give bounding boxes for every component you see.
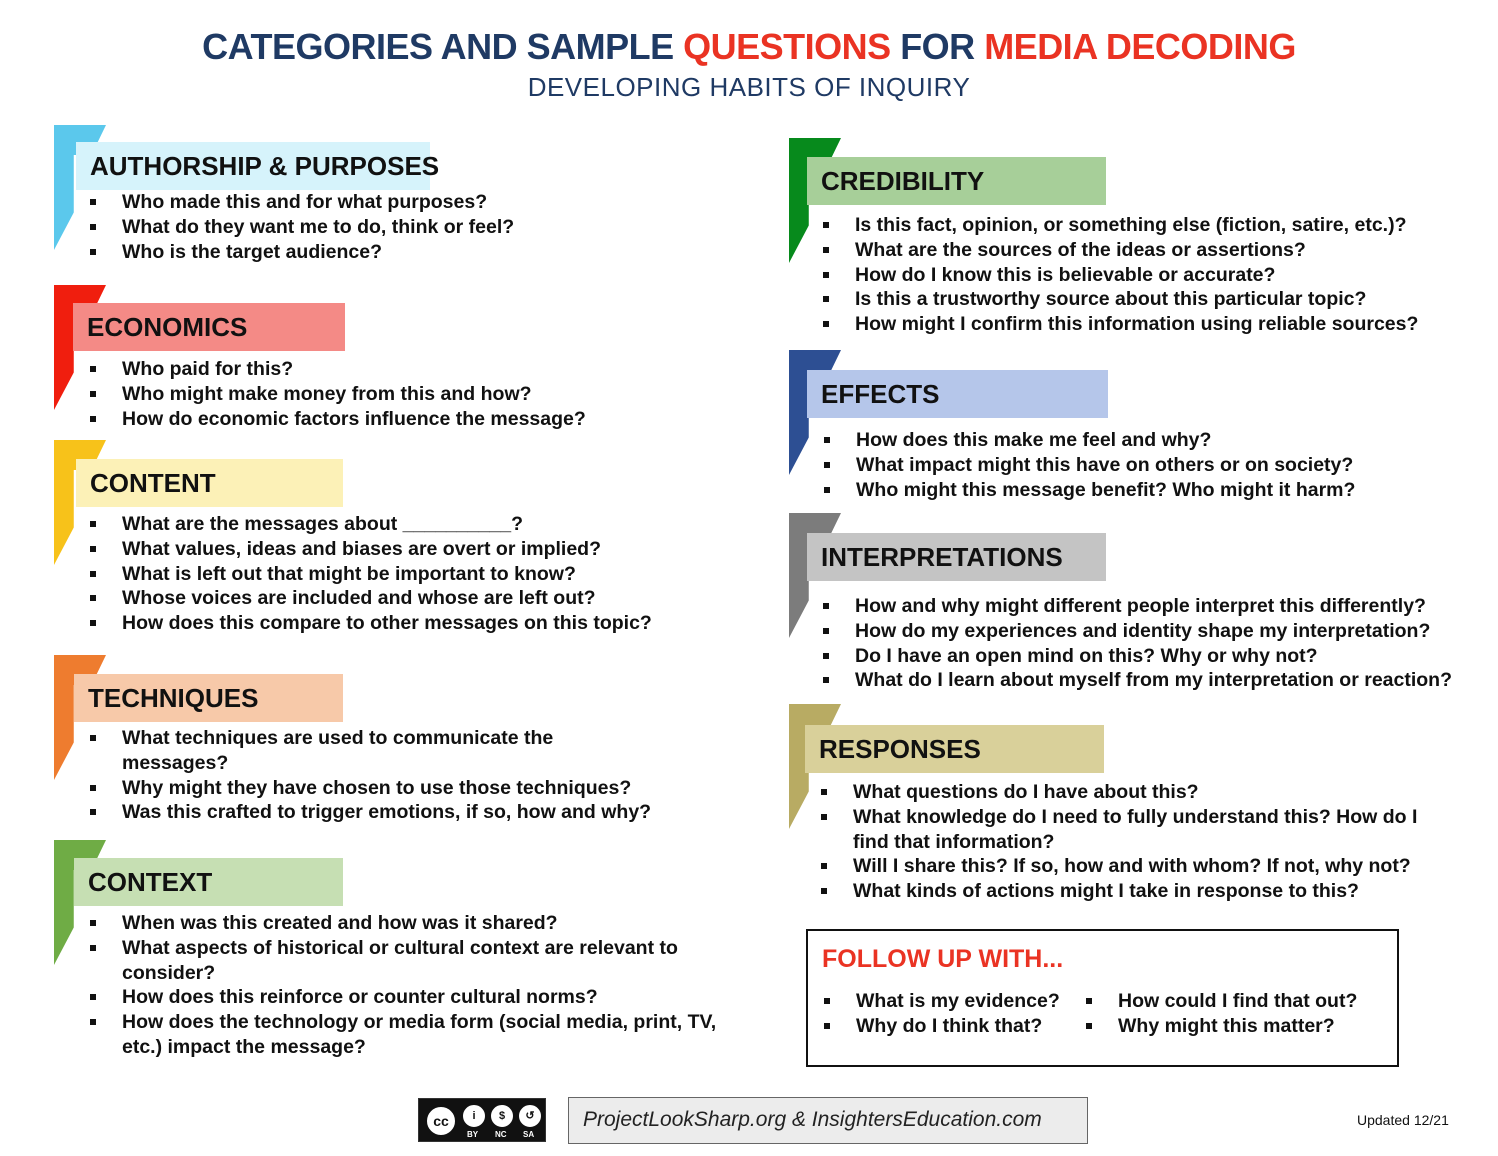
title-part-3: FOR — [890, 26, 985, 67]
question-item: What is left out that might be important to know? — [88, 562, 652, 587]
cc-icon: cc — [425, 1105, 457, 1137]
question-item: What are the sources of the ideas or assertions? — [821, 238, 1418, 263]
page-subtitle: DEVELOPING HABITS OF INQUIRY — [527, 72, 971, 102]
question-item: What questions do I have about this? — [819, 780, 1433, 805]
title-part-4: MEDIA DECODING — [984, 26, 1296, 67]
authorship-questions — [88, 190, 514, 264]
by-icon: i — [461, 1103, 487, 1129]
content-questions — [88, 512, 652, 636]
page-title — [0, 26, 1498, 68]
question-item: What values, ideas and biases are overt or implied? — [88, 537, 652, 562]
question-item: What are the messages about __________? — [88, 512, 652, 537]
question-item: Is this a trustworthy source about this particular topic? — [821, 287, 1418, 312]
question-item: What is my evidence? — [822, 989, 1060, 1014]
question-item: How do I know this is believable or accurate? — [821, 263, 1418, 288]
question-item: Why might they have chosen to use those techniques? — [88, 776, 662, 801]
website-links[interactable]: ProjectLookSharp.org & InsightersEducation.com — [568, 1097, 1088, 1144]
credibility-questions — [821, 213, 1418, 337]
question-item: What techniques are used to communicate the messages? — [88, 726, 662, 776]
sa-icon: ↺ — [517, 1103, 543, 1129]
question-item: How do my experiences and identity shape my interpretation? — [821, 619, 1452, 644]
question-item: How and why might different people interpret this differently? — [821, 594, 1452, 619]
question-item: How might I confirm this information using reliable sources? — [821, 312, 1418, 337]
question-item: Why might this matter? — [1084, 1014, 1357, 1039]
follow-up-col1 — [822, 989, 1060, 1039]
question-item: Will I share this? If so, how and with whom? If not, why not? — [819, 854, 1433, 879]
question-item: Whose voices are included and whose are left out? — [88, 586, 652, 611]
question-item: How does the technology or media form (social media, print, TV, etc.) impact the message? — [88, 1010, 722, 1060]
question-item: Was this crafted to trigger emotions, if so, how and why? — [88, 800, 662, 825]
context-questions — [88, 911, 722, 1060]
cc-label-nc: NC — [495, 1130, 507, 1139]
question-item: When was this created and how was it shared? — [88, 911, 722, 936]
question-item: What knowledge do I need to fully understand this? How do I find that information? — [819, 805, 1433, 855]
economics-heading: ECONOMICS — [73, 303, 345, 351]
responses-heading: RESPONSES — [805, 725, 1104, 773]
techniques-heading: TECHNIQUES — [74, 674, 343, 722]
follow-up-title: FOLLOW UP WITH... — [822, 945, 1064, 973]
follow-up-box — [806, 929, 1399, 1067]
question-item: What aspects of historical or cultural context are relevant to consider? — [88, 936, 722, 986]
updated-date: Updated 12/21 — [1357, 1112, 1449, 1128]
question-item: How do economic factors influence the message? — [88, 407, 586, 432]
cc-label-by: BY — [467, 1130, 479, 1139]
authorship-heading: AUTHORSHIP & PURPOSES — [76, 142, 430, 190]
title-part-1: CATEGORIES AND SAMPLE — [202, 26, 684, 67]
credibility-heading: CREDIBILITY — [807, 157, 1106, 205]
interpretations-questions — [821, 594, 1452, 693]
question-item: How does this reinforce or counter cultural norms? — [88, 985, 722, 1010]
question-item: Who might this message benefit? Who might it harm? — [822, 478, 1355, 503]
title-part-2: QUESTIONS — [683, 26, 891, 67]
cc-label-sa: SA — [523, 1130, 535, 1139]
creative-commons-badge — [418, 1098, 546, 1142]
question-item: Who made this and for what purposes? — [88, 190, 514, 215]
context-heading: CONTEXT — [74, 858, 343, 906]
question-item: Why do I think that? — [822, 1014, 1060, 1039]
question-item: What do they want me to do, think or feel? — [88, 215, 514, 240]
question-item: Who paid for this? — [88, 357, 586, 382]
question-item: What impact might this have on others or on society? — [822, 453, 1355, 478]
question-item: How does this compare to other messages on this topic? — [88, 611, 652, 636]
question-item: Is this fact, opinion, or something else (fiction, satire, etc.)? — [821, 213, 1418, 238]
effects-questions — [822, 428, 1355, 502]
content-heading: CONTENT — [76, 459, 343, 507]
question-item: Who is the target audience? — [88, 240, 514, 265]
question-item: What do I learn about myself from my interpretation or reaction? — [821, 668, 1452, 693]
economics-questions — [88, 357, 586, 431]
interpretations-heading: INTERPRETATIONS — [807, 533, 1106, 581]
follow-up-col2 — [1084, 989, 1357, 1039]
question-item: What kinds of actions might I take in response to this? — [819, 879, 1433, 904]
question-item: How does this make me feel and why? — [822, 428, 1355, 453]
question-item: Do I have an open mind on this? Why or why not? — [821, 644, 1452, 669]
effects-heading: EFFECTS — [807, 370, 1108, 418]
question-item: How could I find that out? — [1084, 989, 1357, 1014]
nc-icon: $ — [489, 1103, 515, 1129]
question-item: Who might make money from this and how? — [88, 382, 586, 407]
techniques-questions — [88, 726, 662, 825]
responses-questions — [819, 780, 1433, 904]
